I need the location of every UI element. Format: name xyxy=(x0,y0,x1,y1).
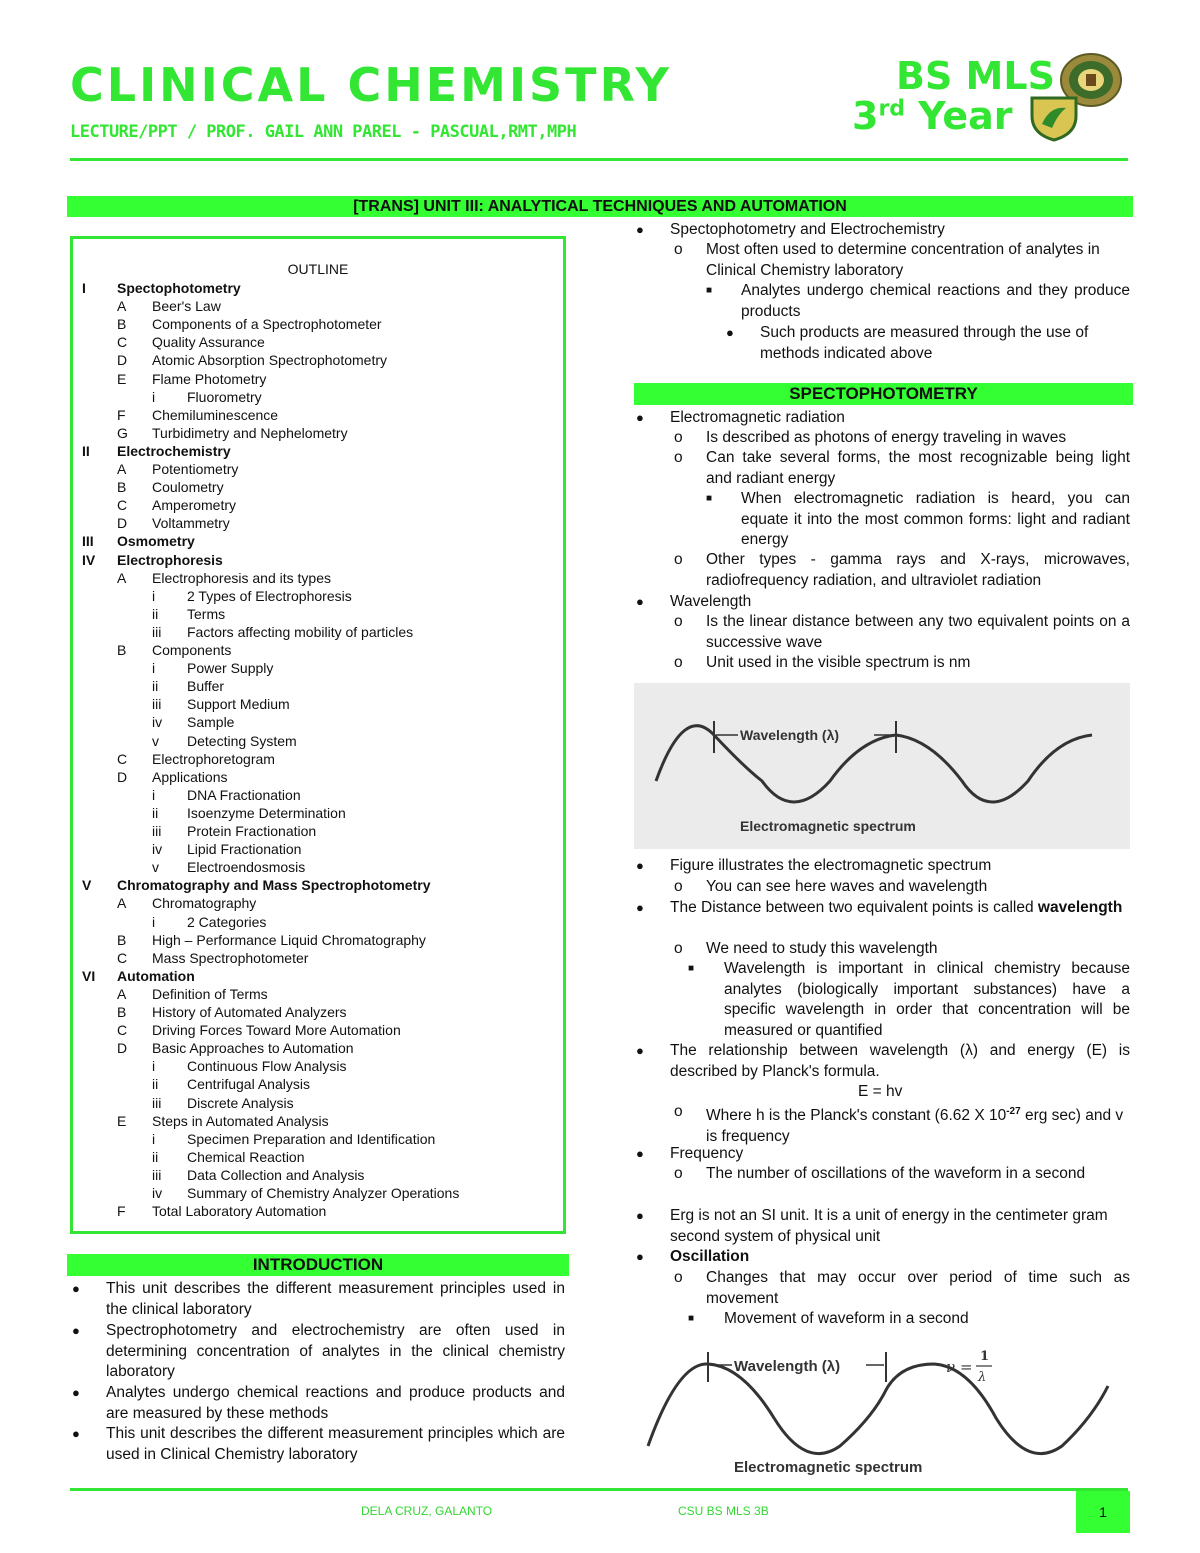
analytes-react-text: Analytes undergo chemical reactions and they produce products xyxy=(741,282,1130,320)
outline-item-number: i xyxy=(152,1130,156,1147)
outline-item-number: F xyxy=(117,406,126,423)
em-forms-text: Can take several forms, the most recognizable being light and radiant energy xyxy=(706,449,1130,487)
bullet-icon: ● xyxy=(636,1146,644,1161)
numerator-one: 1 xyxy=(980,1349,990,1364)
bullet-icon: ● xyxy=(636,222,644,237)
outline-item-label: Terms xyxy=(187,605,226,622)
outline-item-number: i xyxy=(152,786,156,803)
outline-item-number: v xyxy=(152,732,159,749)
circle-bullet-icon: o xyxy=(674,613,683,630)
outline-item-label: Components of a Spectrophotometer xyxy=(152,316,382,333)
nu-symbol: ν xyxy=(946,1358,956,1376)
outline-item-label: Factors affecting mobility of particles xyxy=(187,623,414,640)
bullet-icon: ● xyxy=(636,1208,644,1223)
outline-item-number: i xyxy=(152,913,156,930)
circle-bullet-icon: o xyxy=(674,429,683,446)
outline-item-label: Power Supply xyxy=(187,660,274,677)
program-label: BS MLS xyxy=(896,54,1055,98)
outline-item-number: iii xyxy=(152,623,162,640)
bullet-icon: ● xyxy=(636,1043,644,1058)
outline-item-label: Continuous Flow Analysis xyxy=(187,1058,347,1075)
planck-formula: E = hv xyxy=(858,1083,903,1100)
footer-section: CSU BS MLS 3B xyxy=(678,1504,769,1518)
header-rule xyxy=(70,158,1128,161)
circle-bullet-icon: o xyxy=(674,1269,683,1286)
outline-item-label: Coulometry xyxy=(152,479,224,496)
outline-item-label: Voltammetry xyxy=(152,515,230,532)
lecturer-line: LECTURE/PPT / PROF. GAIL ANN PAREL - PASCUAL,RMT,MPH xyxy=(70,122,577,142)
outline-item-number: VI xyxy=(82,967,96,984)
outline-item-number: I xyxy=(82,280,86,296)
oscillation-def-text: Changes that may occur over period of time such as movement xyxy=(706,1269,1130,1307)
figure-caption: Electromagnetic spectrum xyxy=(734,1459,923,1476)
outline-box xyxy=(70,236,566,1234)
concentration-text: Most often used to determine concentration of analytes in Clinical Chemistry laboratory xyxy=(706,241,1100,279)
outline-item-label: Specimen Preparation and Identification xyxy=(187,1130,436,1147)
outline-item-label: Spectophotometry xyxy=(117,280,241,296)
circle-bullet-icon: o xyxy=(674,551,683,568)
outline-item-label: Quality Assurance xyxy=(152,334,265,351)
outline-item-label: Fluorometry xyxy=(187,388,262,405)
outline-item-label: Flame Photometry xyxy=(152,370,267,387)
square-bullet-icon: ■ xyxy=(706,285,713,296)
outline-item-number: C xyxy=(117,497,128,514)
figure-caption: Electromagnetic spectrum xyxy=(740,818,916,834)
bullet-icon: ● xyxy=(72,1426,80,1441)
wavelength-label: Wavelength (λ) xyxy=(734,1358,841,1375)
bullet-icon: ● xyxy=(636,410,644,425)
wave-diagram xyxy=(634,683,1130,849)
frequency-bullet: Frequency xyxy=(670,1145,744,1162)
outline-item-number: A xyxy=(117,461,127,477)
outline-item-number: V xyxy=(82,877,92,894)
outline-item-label: History of Automated Analyzers xyxy=(152,1004,347,1020)
circle-bullet-icon: o xyxy=(674,241,683,258)
outline-item-label: Chromatography and Mass Spectrophotometry xyxy=(117,877,431,894)
outline-item-number: iii xyxy=(152,696,162,713)
outline-item-number: ii xyxy=(152,1076,159,1093)
outline-item-number: ii xyxy=(152,678,159,695)
denominator-lambda: λ xyxy=(978,1370,987,1385)
outline-item-label: Definition of Terms xyxy=(152,985,268,1002)
erg-bullet: Erg is not an SI unit. It is a unit of energy in the centimeter gram second system of physical unit xyxy=(670,1207,1108,1245)
intro-bullet-2: Spectrophotometry and electrochemistry are often used in determining concentration of analytes in the clinical chemistry laboratory xyxy=(106,1322,565,1380)
frequency-figure xyxy=(634,1338,1130,1486)
products-measured-text: Such products are measured through the use of methods indicated above xyxy=(760,324,1089,362)
year-label: 3rd Year xyxy=(852,94,1013,138)
outline-item-number: E xyxy=(117,370,127,387)
outline-item-label: 2 Types of Electrophoresis xyxy=(187,587,352,604)
circle-bullet-icon: o xyxy=(674,1165,683,1182)
outline-item-number: C xyxy=(117,1022,128,1039)
outline-item-label: Basic Approaches to Automation xyxy=(152,1040,354,1057)
page-number: 1 xyxy=(1076,1491,1130,1533)
outline-item-number: D xyxy=(117,1040,128,1057)
outline-item-number: v xyxy=(152,859,159,876)
outline-item-number: A xyxy=(117,895,127,912)
outline-item-label: Protein Fractionation xyxy=(187,823,317,839)
spectro-electro-bullet: Spectophotometry and Electrochemistry xyxy=(670,221,945,238)
outline-item-number: iv xyxy=(152,1185,163,1201)
bullet-icon: ● xyxy=(636,900,644,915)
frequency-def-text: The number of oscillations of the waveform in a second xyxy=(706,1165,1086,1182)
wavelength-importance-text: Wavelength is important in clinical chemistry because analytes (biologically important substances) have a specific wavelength in order that concentration will be measured or quantified xyxy=(724,960,1130,1039)
outline-item-label: Chromatography xyxy=(152,895,257,912)
wavelength-label: Wavelength (λ) xyxy=(740,727,840,743)
waves-text: You can see here waves and wavelength xyxy=(706,878,988,895)
outline-item-number: iv xyxy=(152,841,163,858)
em-radiation-bullet: Electromagnetic radiation xyxy=(670,409,845,426)
spectophotometry-heading: SPECTOPHOTOMETRY xyxy=(634,383,1133,405)
outline-item-label: Automation xyxy=(117,967,195,984)
outline-item-label: Detecting System xyxy=(187,732,297,749)
outline-item-number: i xyxy=(152,660,156,677)
outline-item-label: Electrophoresis and its types xyxy=(152,569,331,586)
bullet-icon: ● xyxy=(72,1281,80,1296)
outline-item-label: Electrophoretogram xyxy=(152,750,275,767)
wavelength-figure xyxy=(634,683,1130,849)
outline-item-label: Electrophoresis xyxy=(117,551,223,568)
outline-item-label: Total Laboratory Automation xyxy=(152,1203,327,1220)
bullet-icon: ● xyxy=(72,1323,80,1338)
outline-item-number: i xyxy=(152,587,156,604)
outline-item-number: A xyxy=(117,569,127,586)
footer-authors: DELA CRUZ, GALANTO xyxy=(361,1504,493,1518)
outline-item-label: Turbidimetry and Nephelometry xyxy=(152,424,348,441)
wave-diagram-2 xyxy=(634,1338,1130,1486)
outline-item-label: Mass Spectrophotometer xyxy=(152,949,309,966)
footer-rule xyxy=(70,1488,1128,1491)
outline-item-number: ii xyxy=(152,605,159,622)
outline-item-label: Atomic Absorption Spectrophotometry xyxy=(152,352,388,369)
outline-item-label: Chemical Reaction xyxy=(187,1148,305,1165)
introduction-heading: INTRODUCTION xyxy=(67,1254,569,1276)
outline-item-label: Applications xyxy=(152,768,228,785)
outline-item-label: Steps in Automated Analysis xyxy=(152,1112,329,1129)
college-shield-logo xyxy=(1028,94,1080,142)
outline-item-number: iii xyxy=(152,1094,162,1111)
outline-item-number: i xyxy=(152,388,156,405)
outline-item-label: Buffer xyxy=(187,678,225,695)
outline-item-number: A xyxy=(117,985,127,1002)
oscillation-bullet: Oscillation xyxy=(670,1248,750,1265)
outline-item-label: Chemiluminescence xyxy=(152,406,279,423)
outline-item-number: A xyxy=(117,298,127,315)
bullet-icon: ● xyxy=(72,1385,80,1400)
outline-item-number: G xyxy=(117,424,128,441)
outline-item-number: III xyxy=(82,533,94,550)
planck-relation-bullet: The relationship between wavelength (λ) and energy (E) is described by Planck's formula. xyxy=(670,1042,1130,1080)
intro-bullet-4: This unit describes the different measurement principles which are used in Clinical Chemistry laboratory xyxy=(106,1425,565,1463)
outline-item-number: C xyxy=(117,334,128,351)
outline-item-number: B xyxy=(117,1004,127,1020)
outline-title: OUTLINE xyxy=(287,261,349,277)
outline-item-number: iii xyxy=(152,1166,162,1183)
outline-item-number: B xyxy=(117,931,127,948)
circle-bullet-icon: o xyxy=(674,449,683,466)
outline-item-number: E xyxy=(117,1112,127,1129)
document-title: CLINICAL CHEMISTRY xyxy=(70,58,672,112)
outline-item-number: B xyxy=(117,642,127,658)
outline-item-label: Beer's Law xyxy=(152,298,221,315)
outline-item-label: DNA Fractionation xyxy=(187,786,301,803)
outline-item-number: F xyxy=(117,1203,126,1220)
outline-item-number: C xyxy=(117,949,128,966)
bullet-icon: ● xyxy=(636,858,644,873)
distance-bullet: The Distance between two equivalent points is called wavelength xyxy=(670,899,1123,916)
outline-item-number: II xyxy=(82,442,90,459)
outline-item-label: Isoenzyme Determination xyxy=(187,804,346,821)
figure-illustrates-bullet: Figure illustrates the electromagnetic spectrum xyxy=(670,857,992,874)
outline-item-label: Driving Forces Toward More Automation xyxy=(152,1022,401,1039)
outline-item-label: Osmometry xyxy=(117,533,195,550)
outline-item-label: Components xyxy=(152,642,232,658)
outline-item-label: Lipid Fractionation xyxy=(187,841,302,858)
outline-item-number: C xyxy=(117,750,128,767)
study-wavelength-text: We need to study this wavelength xyxy=(706,940,938,957)
outline-item-label: 2 Categories xyxy=(187,913,267,930)
em-photons-text: Is described as photons of energy traveling in waves xyxy=(706,429,1067,446)
outline-item-label: Potentiometry xyxy=(152,461,239,477)
sine-wave-2 xyxy=(648,1364,1108,1454)
sine-wave xyxy=(656,726,1092,802)
unit-banner: [TRANS] UNIT III: ANALYTICAL TECHNIQUES AND AUTOMATION xyxy=(67,196,1133,217)
bullet-icon: ● xyxy=(636,1249,644,1264)
intro-bullet-3: Analytes undergo chemical reactions and produce products and are measured by these methods xyxy=(106,1384,565,1422)
square-bullet-icon: ■ xyxy=(688,963,695,974)
outline-item-label: Support Medium xyxy=(187,696,290,713)
circle-bullet-icon: o xyxy=(674,940,683,957)
planck-constant-text: Where h is the Planck's constant (6.62 X $10^{-27}$ erg sec) and v is frequency xyxy=(706,1106,1124,1145)
outline-item-label: Sample xyxy=(187,714,235,731)
outline-item-label: Amperometry xyxy=(152,497,237,514)
outline-item-number: iii xyxy=(152,823,162,839)
outline-item-label: Electrochemistry xyxy=(117,442,231,459)
square-bullet-icon: ■ xyxy=(706,493,713,504)
outline-item-number: IV xyxy=(82,551,96,568)
outline-item-number: B xyxy=(117,316,127,333)
outline-item-label: Centrifugal Analysis xyxy=(187,1076,310,1093)
bullet-icon: ● xyxy=(726,325,734,340)
outline-item-label: Summary of Chemistry Analyzer Operations xyxy=(187,1185,460,1201)
circle-bullet-icon: o xyxy=(674,654,683,671)
outline-item-number: D xyxy=(117,768,128,785)
equals-sign: = xyxy=(960,1358,973,1376)
em-other-types-text: Other types - gamma rays and X-rays, microwaves, radiofrequency radiation, and ultraviolet radiation xyxy=(706,551,1130,589)
outline-item-number: ii xyxy=(152,1148,159,1165)
wavelength-unit-text: Unit used in the visible spectrum is nm xyxy=(706,654,971,671)
circle-bullet-icon: o xyxy=(674,878,683,895)
outline-item-number: i xyxy=(152,1058,156,1075)
outline-item-number: ii xyxy=(152,804,159,821)
outline-item-number: iv xyxy=(152,714,163,731)
outline-item-number: B xyxy=(117,479,127,496)
waveform-movement-text: Movement of waveform in a second xyxy=(724,1310,969,1327)
outline-item-number: D xyxy=(117,352,128,369)
intro-bullet-1: This unit describes the different measurement principles used in the clinical laboratory xyxy=(106,1280,565,1318)
wavelength-bullet: Wavelength xyxy=(670,593,752,610)
circle-bullet-icon: o xyxy=(674,1103,683,1120)
outline-item-label: High – Performance Liquid Chromatography xyxy=(152,931,426,948)
em-heard-text: When electromagnetic radiation is heard, you can equate it into the most common forms: light and radiant energy xyxy=(741,490,1130,548)
outline-item-number: D xyxy=(117,515,128,532)
wavelength-def-text: Is the linear distance between any two equivalent points on a successive wave xyxy=(706,613,1130,651)
outline-item-label: Data Collection and Analysis xyxy=(187,1166,365,1183)
bullet-icon: ● xyxy=(636,594,644,609)
outline-item-label: Discrete Analysis xyxy=(187,1094,294,1111)
outline-item-label: Electroendosmosis xyxy=(187,859,306,876)
square-bullet-icon: ■ xyxy=(688,1313,695,1324)
